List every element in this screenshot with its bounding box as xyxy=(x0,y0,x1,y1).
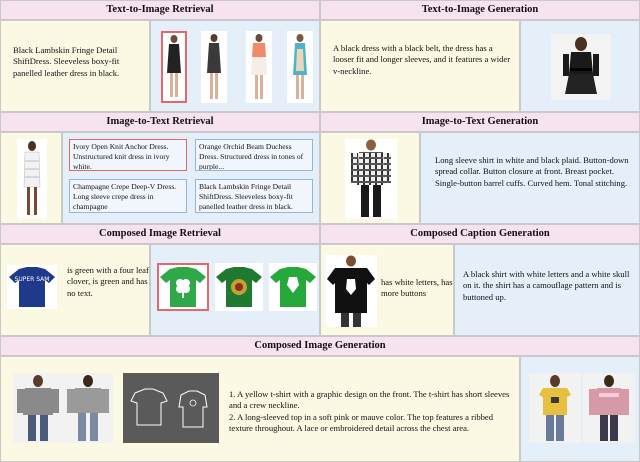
i2t-generation-output-text: Long sleeve shirt in white and black plaid. Button-down spread collar. Button closure at front. Breast pocket. Single-button barrel cuffs. Curved hem. Tonal stitching. xyxy=(435,155,629,188)
retrieved-green-tshirt-2[interactable] xyxy=(215,263,263,311)
i2t-generation-title: Image-to-Text Generation xyxy=(320,112,640,132)
model-photo-2 xyxy=(63,373,113,443)
composed-caption-query-panel xyxy=(320,244,454,336)
query-blue-tshirt-image xyxy=(7,265,57,309)
retrieved-dress-2[interactable] xyxy=(201,31,227,103)
t2i-retrieval-results-panel xyxy=(150,20,320,112)
caption-option-1-selected[interactable]: Ivory Open Knit Anchor Dress. Unstructured knit dress in ivory white. xyxy=(69,139,187,171)
retrieved-green-clover-tshirt-selected[interactable] xyxy=(157,263,209,311)
caption-option-4[interactable]: Black Lambskin Fringe Detail ShiftDress. Sleeveless boxy-fit panelled leather dress in black. xyxy=(195,179,313,213)
composed-retrieval-title: Composed Image Retrieval xyxy=(0,224,320,244)
composed-generation-instructions: 1. A yellow t-shirt with a graphic design on the front. The t-shirt has short sleeves and a crew neckline. 2. A long-sleeved top in a soft pink or mauve color. The top features a ribbed texture throughout. A lace or embroidered detail across the chest area. xyxy=(229,389,510,434)
query-black-shirt-image xyxy=(325,255,377,327)
t2i-generation-output-panel xyxy=(520,20,640,112)
composed-generation-input-panel xyxy=(0,356,520,462)
retrieved-dress-3[interactable] xyxy=(246,31,272,103)
composed-retrieval-query-panel xyxy=(0,244,150,336)
retrieved-dress-4[interactable] xyxy=(287,31,313,103)
generated-black-dress-image xyxy=(551,34,611,100)
retrieved-green-tshirt-3[interactable] xyxy=(269,263,317,311)
query-shirt-print: SUPER SAM xyxy=(14,276,50,283)
plaid-shirt-image xyxy=(345,139,397,219)
t2i-retrieval-query-panel xyxy=(0,20,150,112)
composed-caption-output-text: A black shirt with white letters and a white skull on it. the shirt has a camouflage pattern and is buttoned up. xyxy=(463,269,630,302)
composed-generation-output-panel xyxy=(520,356,640,462)
i2t-generation-input-panel xyxy=(320,132,420,224)
t2i-generation-title: Text-to-Image Generation xyxy=(320,0,640,20)
i2t-retrieval-query-panel xyxy=(0,132,62,224)
composed-caption-modification-text: has white letters, has more buttons xyxy=(381,277,453,299)
caption-option-2[interactable]: Orange Orchid Beam Duchess Dress. Structured dress in tones of purple... xyxy=(195,139,313,171)
garment-sketch-image xyxy=(123,373,219,443)
caption-option-3[interactable]: Champagne Crepe Deep-V Dress. Long sleeve crepe dress in champagne xyxy=(69,179,187,213)
retrieved-dress-black-selected[interactable] xyxy=(161,31,187,103)
generated-yellow-tshirt-model xyxy=(529,373,581,443)
query-dress-image xyxy=(17,139,47,219)
model-photo-1 xyxy=(13,373,63,443)
t2i-retrieval-title: Text-to-Image Retrieval xyxy=(0,0,320,20)
t2i-generation-prompt-panel xyxy=(320,20,520,112)
composed-caption-output-panel xyxy=(454,244,640,336)
t2i-generation-prompt-text: A black dress with a black belt, the dress has a looser fit and longer sleeves, and it features a wider v-neckline. xyxy=(333,43,511,76)
composed-retrieval-modification-text: is green with a four leaf clover, is green and has no text. xyxy=(67,265,149,298)
composed-caption-title: Composed Caption Generation xyxy=(320,224,640,244)
t2i-retrieval-query-text: Black Lambskin Fringe Detail ShiftDress. Sleeveless boxy-fit panelled leather dress in black. xyxy=(13,45,120,78)
composed-generation-title: Composed Image Generation xyxy=(0,336,640,356)
i2t-retrieval-results-panel xyxy=(62,132,320,224)
composed-retrieval-results-panel xyxy=(150,244,320,336)
i2t-generation-output-panel xyxy=(420,132,640,224)
generated-pink-top-model xyxy=(583,373,635,443)
i2t-retrieval-title: Image-to-Text Retrieval xyxy=(0,112,320,132)
